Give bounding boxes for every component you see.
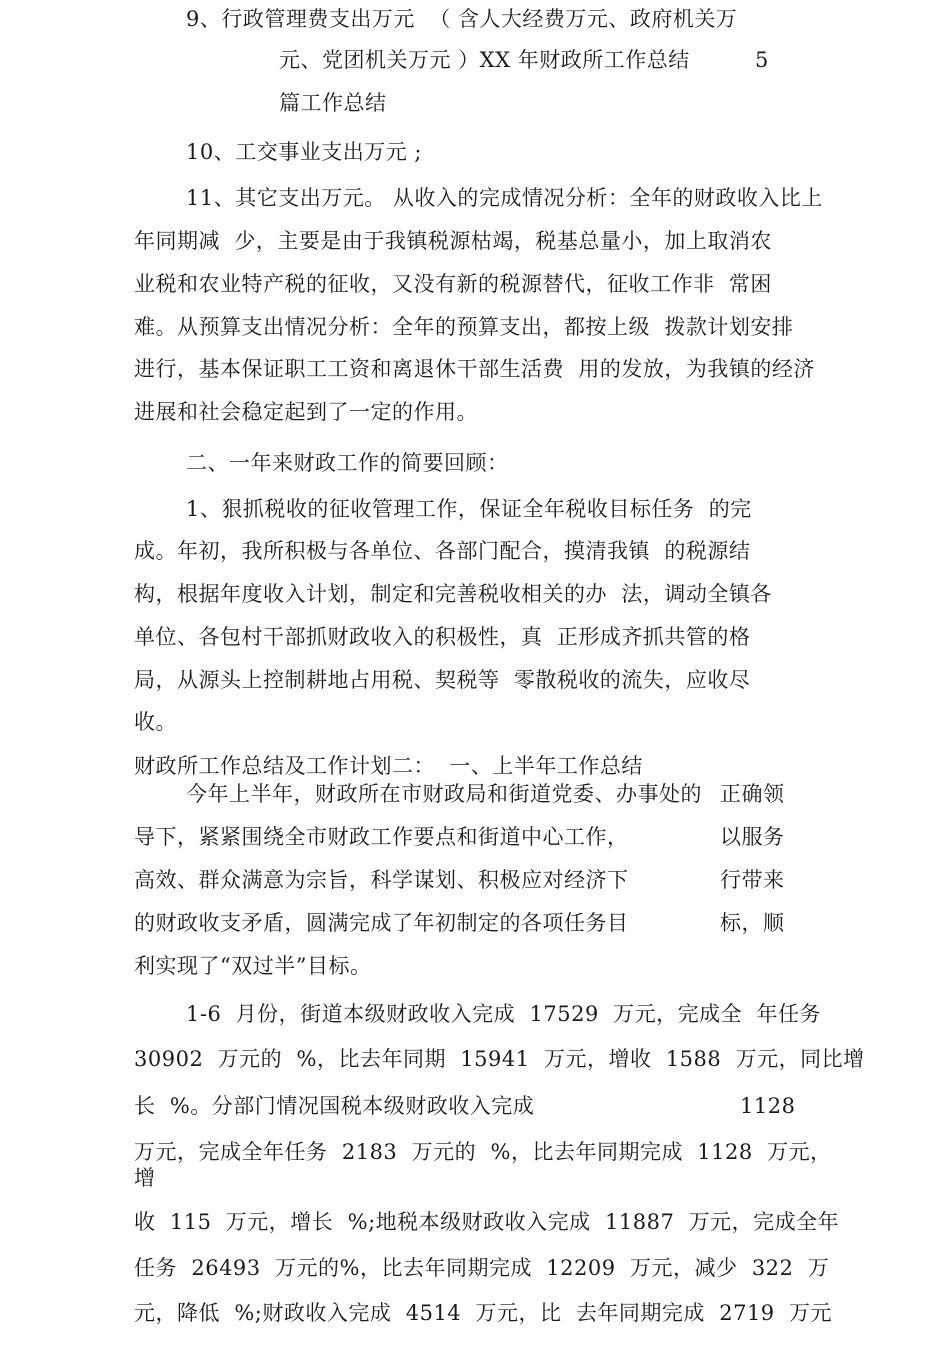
text-line: 1-6 月份，街道本级财政收入完成 17529 万元，完成全 年任务 — [186, 1002, 822, 1026]
text-line: 10、工交事业支出万元 ; — [186, 140, 422, 164]
text-line: 30902 万元的 %，比去年同期 15941 万元，增收 1588 万元，同比增 — [134, 1047, 865, 1071]
text-line: 行带来 — [720, 868, 785, 892]
text-line: 万元，完成全年任务 2183 万元的 %，比去年同期完成 1128 万元， — [134, 1140, 832, 1164]
section-heading: 二、一年来财政工作的简要回顾： — [186, 451, 509, 475]
text-line: 1128 — [740, 1094, 796, 1118]
text-line: 难。从预算支出情况分析：全年的预算支出，都按上级 拨款计划安排 — [134, 315, 794, 339]
text-line: 构，根据年度收入计划，制定和完善税收相关的办 法，调动全镇各 — [134, 582, 772, 606]
text-line: 任务 26493 万元的%，比去年同期完成 12209 万元，减少 322 万 — [134, 1256, 830, 1280]
text-line: 篇工作总结 — [279, 91, 387, 115]
text-line: 进展和社会稳定起到了一定的作用。 — [134, 400, 478, 424]
text-line: 11、其它支出万元。 从收入的完成情况分析：全年的财政收入比上 — [186, 186, 823, 210]
text-line: 收。 — [134, 710, 177, 734]
text-line: 年同期减 少，主要是由于我镇税源枯竭，税基总量小，加上取消农 — [134, 229, 772, 253]
text-line: 收 115 万元，增长 %;地税本级财政收入完成 11887 万元，完成全年 — [134, 1210, 840, 1234]
text-line: 高效、群众满意为宗旨，科学谋划、积极应对经济下 — [134, 868, 629, 892]
text-line: 5 — [755, 48, 769, 72]
text-line: 正确领 — [720, 782, 785, 806]
text-line: 长 %。分部门情况国税本级财政收入完成 — [134, 1094, 535, 1118]
text-line: 利实现了“双过半”目标。 — [134, 954, 372, 978]
text-line: 单位、各包村干部抓财政收入的积极性，真 正形成齐抓共管的格 — [134, 625, 751, 649]
text-line: 1、狠抓税收的征收管理工作，保证全年税收目标任务 的完 — [186, 497, 752, 521]
text-line: 9、行政管理费支出万元 （ 含人大经费万元、政府机关万 — [186, 7, 738, 31]
section-heading: 财政所工作总结及工作计划二： 一、上半年工作总结 — [134, 754, 643, 778]
text-line: 成。年初，我所积极与各单位、各部门配合，摸清我镇 的税源结 — [134, 539, 751, 563]
text-line: 的财政收支矛盾，圆满完成了年初制定的各项任务目 — [134, 911, 629, 935]
text-line: 导下，紧紧围绕全市财政工作要点和街道中心工作， — [134, 825, 629, 849]
text-line: 标，顺 — [720, 911, 785, 935]
text-line: 元、党团机关万元 ）XX 年财政所工作总结 — [279, 48, 690, 72]
text-line: 以服务 — [720, 825, 785, 849]
text-line: 局，从源头上控制耕地占用税、契税等 零散税收的流失，应收尽 — [134, 668, 751, 692]
text-line: 业税和农业特产税的征收，又没有新的税源替代，征收工作非 常困 — [134, 272, 772, 296]
text-line: 增 — [134, 1166, 156, 1190]
text-line: 元，降低 %;财政收入完成 4514 万元，比 去年同期完成 2719 万元 — [134, 1301, 833, 1325]
text-line: 今年上半年，财政所在市财政局和街道党委、办事处的 — [186, 782, 702, 806]
text-line: 进行，基本保证职工工资和离退休干部生活费 用的发放，为我镇的经济 — [134, 357, 815, 381]
